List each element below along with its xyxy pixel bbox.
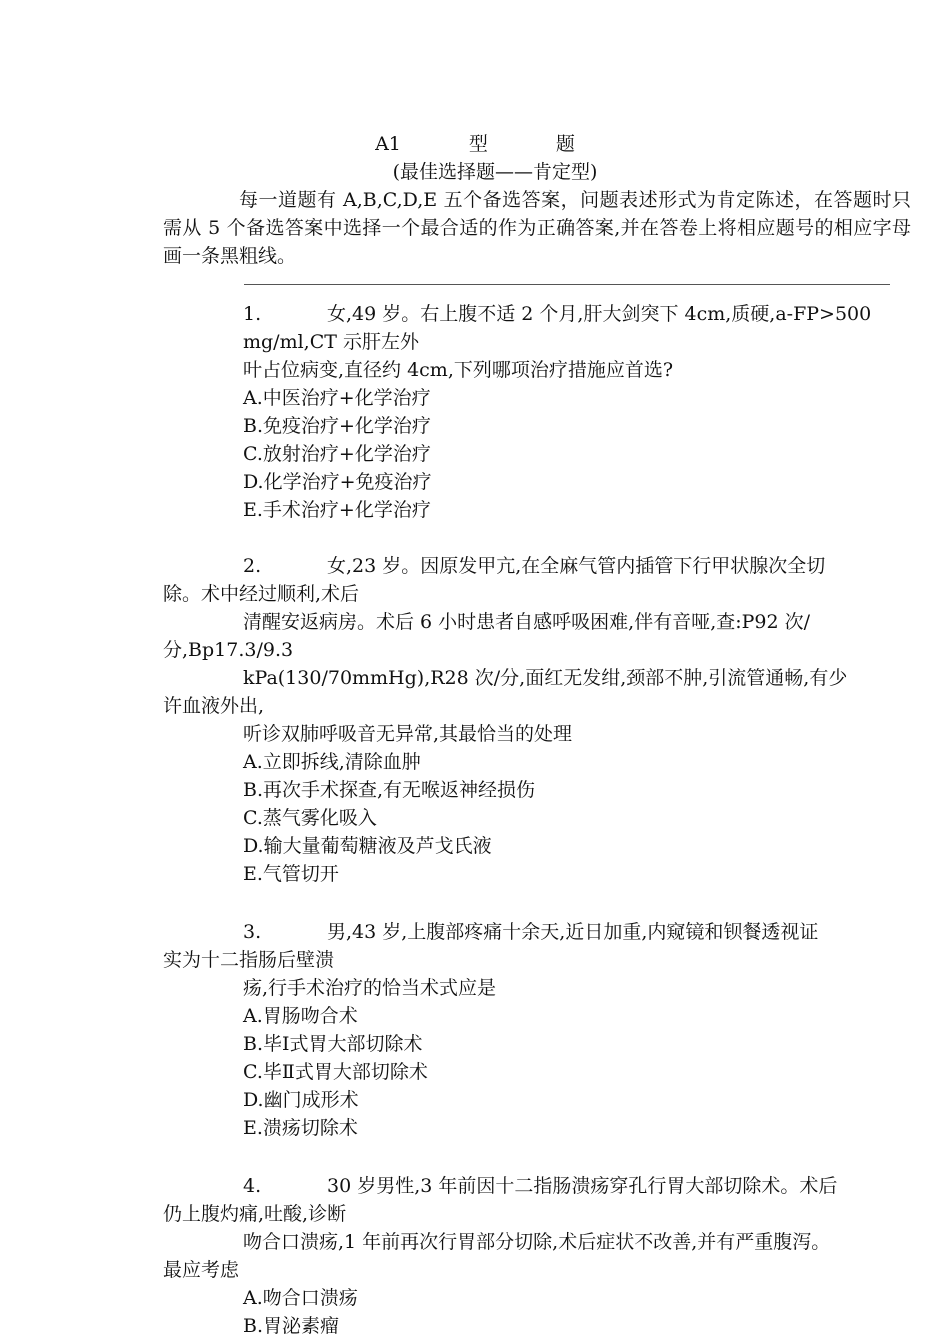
question-number: 2. — [243, 555, 262, 577]
page-subtitle: (最佳选择题——肯定型) — [392, 161, 598, 183]
question-1 — [163, 300, 911, 524]
option-c: C.蒸气雾化吸入 — [243, 807, 377, 829]
title-part-a1: A1 — [375, 133, 401, 155]
option-c: C.放射治疗+化学治疗 — [243, 443, 431, 465]
option-d: D.幽门成形术 — [243, 1089, 359, 1111]
question-stem-line: 实为十二指肠后壁溃 — [163, 949, 335, 971]
option-b: B.再次手术探查,有无喉返神经损伤 — [243, 779, 536, 801]
option-b: B.毕Ⅰ式胃大部切除术 — [243, 1033, 423, 1055]
question-stem-line: 清醒安返病房。术后 6 小时患者自感呼吸困难,伴有音哑,查:P92 次/ — [243, 611, 811, 633]
question-stem-line: 听诊双肺呼吸音无异常,其最恰当的处理 — [243, 723, 573, 745]
question-number: 4. — [243, 1175, 262, 1197]
title-part-question: 题 — [555, 133, 575, 155]
option-a: A.中医治疗+化学治疗 — [243, 387, 431, 409]
question-2 — [163, 552, 911, 888]
question-stem-line: 疡,行手术治疗的恰当术式应是 — [243, 977, 497, 999]
question-stem-line: kPa(130/70mmHg),R28 次/分,面红无发绀,颈部不肿,引流管通畅,有少 — [243, 667, 848, 689]
question-stem-line: 除。术中经过顺利,术后 — [163, 583, 360, 605]
option-c: C.毕Ⅱ式胃大部切除术 — [243, 1061, 428, 1083]
question-stem-line: 30 岁男性,3 年前因十二指肠溃疡穿孔行胃大部切除术。术后 — [327, 1175, 838, 1197]
option-b: B.胃泌素瘤 — [243, 1315, 340, 1337]
question-stem-line: 许血液外出, — [163, 695, 265, 717]
option-e: E.手术治疗+化学治疗 — [243, 499, 431, 521]
question-stem-line: 女,49 岁。右上腹不适 2 个月,肝大剑突下 4cm,质硬,a-FP>500 — [327, 303, 872, 325]
question-stem-line: mg/ml,CT 示肝左外 — [243, 331, 419, 353]
option-b: B.免疫治疗+化学治疗 — [243, 415, 431, 437]
option-d: D.输大量葡萄糖液及芦戈氏液 — [243, 835, 492, 857]
question-stem-line: 吻合口溃疡,1 年前再次行胃部分切除,术后症状不改善,并有严重腹泻。 — [243, 1231, 831, 1253]
question-stem-line: 最应考虑 — [163, 1259, 240, 1281]
question-stem-line: 叶占位病变,直径约 4cm,下列哪项治疗措施应首选? — [243, 359, 674, 381]
question-number: 1. — [243, 303, 262, 325]
option-a: A.胃肠吻合术 — [243, 1005, 358, 1027]
instructions-paragraph: 每一道题有 A,B,C,D,E 五个备选答案，问题表述形式为肯定陈述，在答题时只需从 5 个备选答案中选择一个最合适的作为正确答案,并在答卷上将相应题号的相应字母画一条黑粗线。 — [163, 189, 911, 267]
question-stem-line: 仍上腹灼痛,吐酸,诊断 — [163, 1203, 347, 1225]
question-stem-line: 男,43 岁,上腹部疼痛十余天,近日加重,内窥镜和钡餐透视证 — [327, 921, 819, 943]
question-stem-line: 分,Bp17.3/9.3 — [163, 639, 294, 661]
separator-line — [244, 284, 890, 285]
option-e: E.气管切开 — [243, 863, 339, 885]
option-a: A.立即拆线,清除血肿 — [243, 751, 421, 773]
option-e: E.溃疡切除术 — [243, 1117, 358, 1139]
question-number: 3. — [243, 921, 262, 943]
page-title — [0, 130, 950, 158]
option-d: D.化学治疗+免疫治疗 — [243, 471, 432, 493]
question-stem-line: 女,23 岁。因原发甲亢,在全麻气管内插管下行甲状腺次全切 — [327, 555, 826, 577]
title-part-type: 型 — [468, 133, 488, 155]
question-3 — [163, 918, 911, 1142]
question-4 — [163, 1172, 911, 1340]
option-a: A.吻合口溃疡 — [243, 1287, 358, 1309]
